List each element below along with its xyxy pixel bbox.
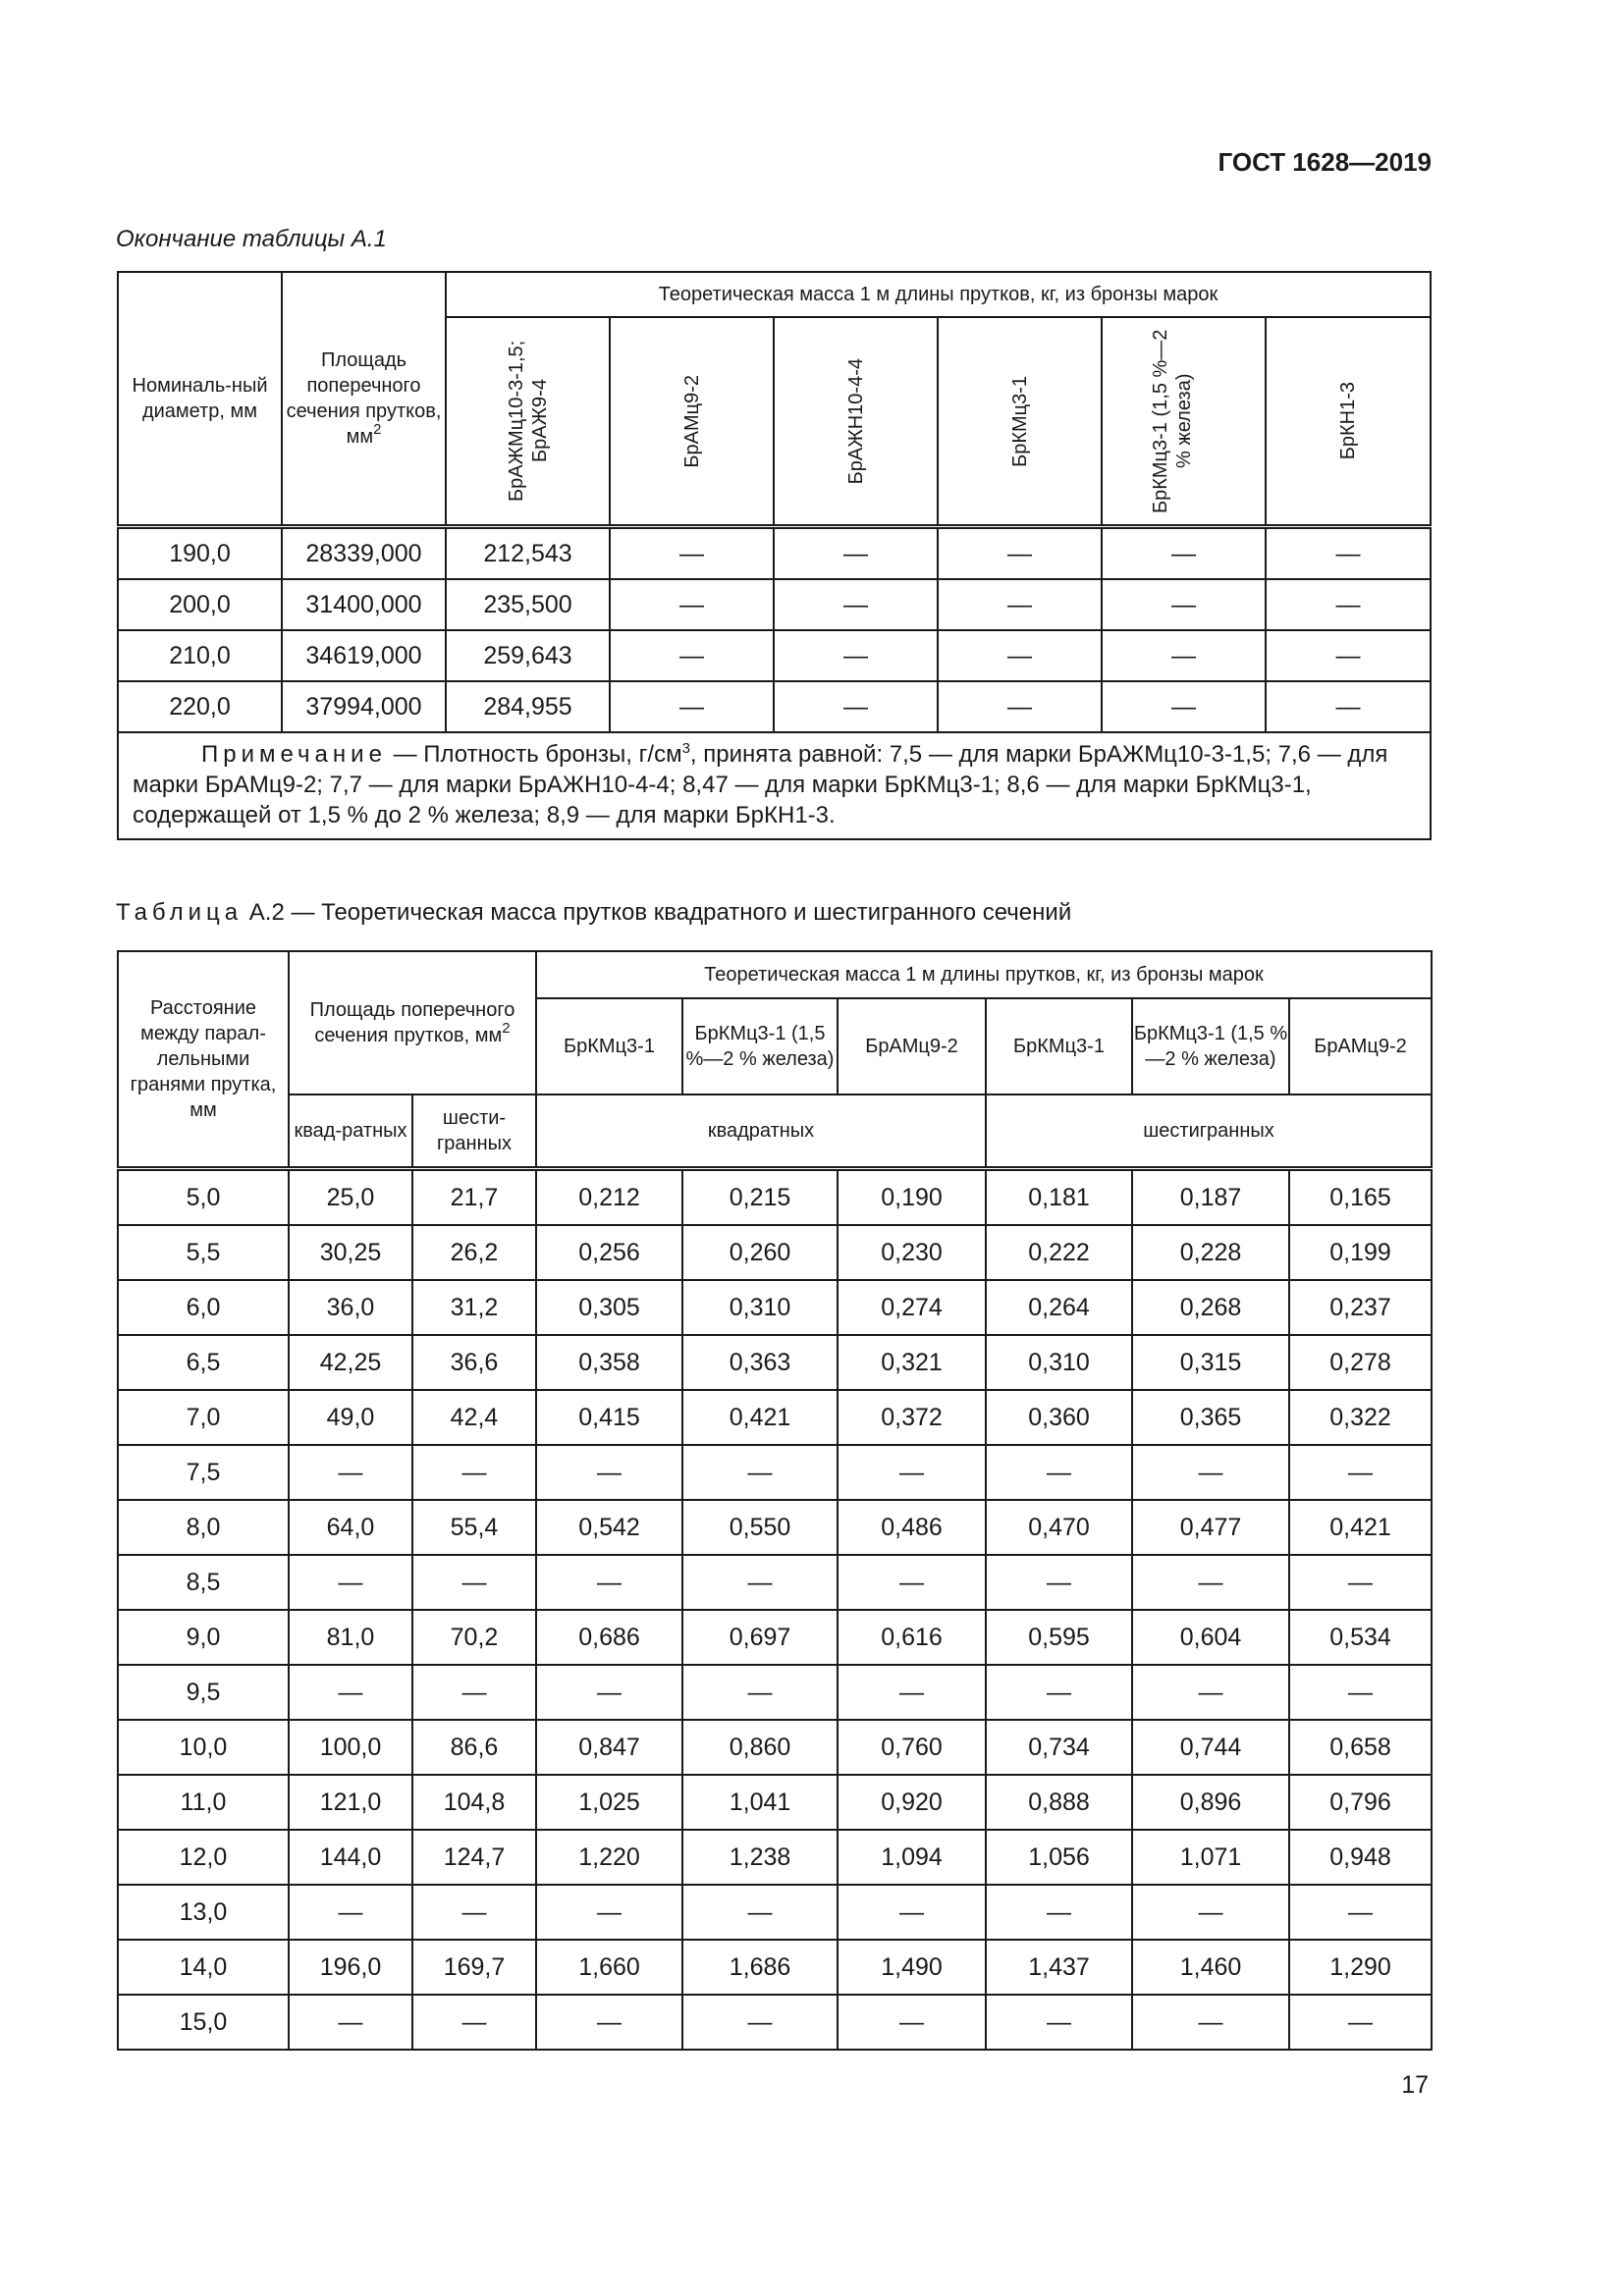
- cell: —: [1266, 681, 1431, 732]
- cell: —: [412, 1445, 536, 1500]
- cell: 0,264: [986, 1280, 1132, 1335]
- cell: —: [682, 1995, 838, 2050]
- cell: 31,2: [412, 1280, 536, 1335]
- cell: 0,278: [1289, 1335, 1432, 1390]
- cell: 0,744: [1132, 1720, 1289, 1775]
- cell: 0,165: [1289, 1169, 1432, 1226]
- table-a2: [117, 950, 1433, 2051]
- cell: —: [1289, 1995, 1432, 2050]
- grade-header: БрАМц9-2: [1289, 998, 1432, 1095]
- cell: —: [774, 527, 938, 580]
- cell: 0,421: [1289, 1500, 1432, 1555]
- cell: —: [1132, 1665, 1289, 1720]
- cell: —: [682, 1555, 838, 1610]
- cell: —: [289, 1665, 412, 1720]
- cell: 1,056: [986, 1830, 1132, 1885]
- cell: 0,550: [682, 1500, 838, 1555]
- cell: —: [412, 1995, 536, 2050]
- cell: 0,305: [536, 1280, 682, 1335]
- cell: 49,0: [289, 1390, 412, 1445]
- cell: 1,437: [986, 1940, 1132, 1995]
- cell: —: [1132, 1995, 1289, 2050]
- cell: —: [838, 1885, 986, 1940]
- table-row: [118, 1500, 1432, 1555]
- table-row: [118, 1445, 1432, 1500]
- cell: 0,734: [986, 1720, 1132, 1775]
- table-row: [118, 1335, 1432, 1390]
- cell: —: [682, 1445, 838, 1500]
- cell: 0,948: [1289, 1830, 1432, 1885]
- cell: 0,477: [1132, 1500, 1289, 1555]
- cell: 1,220: [536, 1830, 682, 1885]
- cell: —: [774, 579, 938, 630]
- cell: 235,500: [446, 579, 610, 630]
- cell: 11,0: [118, 1775, 289, 1830]
- cell: —: [1102, 681, 1266, 732]
- cell: —: [536, 1885, 682, 1940]
- cell: 70,2: [412, 1610, 536, 1665]
- cell: 200,0: [118, 579, 282, 630]
- table-row: [118, 1940, 1432, 1995]
- cell: —: [986, 1995, 1132, 2050]
- cell: 284,955: [446, 681, 610, 732]
- page-number: 17: [1401, 2071, 1429, 2099]
- cell: 12,0: [118, 1830, 289, 1885]
- cell: 220,0: [118, 681, 282, 732]
- cell: —: [1289, 1445, 1432, 1500]
- cell: 124,7: [412, 1830, 536, 1885]
- cell: 169,7: [412, 1940, 536, 1995]
- cell: 0,187: [1132, 1169, 1289, 1226]
- cell: 0,421: [682, 1390, 838, 1445]
- table-row: [118, 1665, 1432, 1720]
- cell: —: [536, 1665, 682, 1720]
- cell: 0,321: [838, 1335, 986, 1390]
- cell: 14,0: [118, 1940, 289, 1995]
- table-a1-end: [117, 271, 1432, 840]
- table-row: [118, 1555, 1432, 1610]
- cell: 1,238: [682, 1830, 838, 1885]
- cell: 9,5: [118, 1665, 289, 1720]
- document-code: ГОСТ 1628—2019: [1218, 147, 1432, 177]
- cell: 1,290: [1289, 1940, 1432, 1995]
- cell: 0,534: [1289, 1610, 1432, 1665]
- cell: 0,363: [682, 1335, 838, 1390]
- cell: 1,660: [536, 1940, 682, 1995]
- cell: —: [1266, 579, 1431, 630]
- cell: 0,760: [838, 1720, 986, 1775]
- cell: 36,0: [289, 1280, 412, 1335]
- cell: 0,181: [986, 1169, 1132, 1226]
- cell: 1,490: [838, 1940, 986, 1995]
- cell: 64,0: [289, 1500, 412, 1555]
- col-cross-section-area: Площадь поперечного сечения прутков, $мм^2$: [289, 951, 536, 1095]
- cell: 5,0: [118, 1169, 289, 1226]
- table-row: [118, 1885, 1432, 1940]
- cell: 1,025: [536, 1775, 682, 1830]
- cell: 10,0: [118, 1720, 289, 1775]
- cell: 0,372: [838, 1390, 986, 1445]
- cell: 0,920: [838, 1775, 986, 1830]
- cell: 0,358: [536, 1335, 682, 1390]
- cell: —: [1289, 1665, 1432, 1720]
- table-row: [118, 1390, 1432, 1445]
- table-row: [118, 630, 1431, 681]
- cell: 0,215: [682, 1169, 838, 1226]
- cell: —: [938, 630, 1102, 681]
- cell: —: [838, 1995, 986, 2050]
- cell: —: [289, 1445, 412, 1500]
- cell: —: [610, 527, 774, 580]
- cell: 0,256: [536, 1225, 682, 1280]
- cell: 0,360: [986, 1390, 1132, 1445]
- cell: —: [536, 1555, 682, 1610]
- table-note: Примечание — Плотность бронзы, $г/см^3$, принята равной: 7,5 — для марки БрАЖМц10-3-1,5; 7,6 — для марки БрАМц9-2; 7,7 — для марки БрАЖН10-4-4; 8,47 — для марки БрКМц3-1; 8,6 — для марки БрКМц3-1, содержащей от 1,5 % до 2 % железа; 8,9 — для марки БрКН1-3.: [118, 732, 1431, 839]
- cell: 8,0: [118, 1500, 289, 1555]
- cell: 1,094: [838, 1830, 986, 1885]
- cell: —: [289, 1995, 412, 2050]
- cell: 31400,000: [282, 579, 446, 630]
- cell: 0,470: [986, 1500, 1132, 1555]
- cell: 0,260: [682, 1225, 838, 1280]
- cell: —: [986, 1665, 1132, 1720]
- cell: 0,310: [682, 1280, 838, 1335]
- table-row: [118, 1280, 1432, 1335]
- note-label: Примечание: [201, 741, 387, 768]
- cell: 25,0: [289, 1169, 412, 1226]
- cell: 8,5: [118, 1555, 289, 1610]
- cell: 0,230: [838, 1225, 986, 1280]
- col-distance: Расстояние между парал-лельными гранями прутка, мм: [118, 951, 289, 1169]
- table1-caption: Окончание таблицы А.1: [116, 226, 387, 252]
- cell: 196,0: [289, 1940, 412, 1995]
- cell: 0,365: [1132, 1390, 1289, 1445]
- table-row: [118, 1610, 1432, 1665]
- table-row: [118, 1720, 1432, 1775]
- cell: —: [986, 1555, 1132, 1610]
- cell: —: [412, 1885, 536, 1940]
- cell: 26,2: [412, 1225, 536, 1280]
- table-row: [118, 681, 1431, 732]
- cell: —: [1266, 527, 1431, 580]
- grade-header: БрКН1-3: [1266, 317, 1431, 527]
- cell: —: [938, 579, 1102, 630]
- group-square: квадратных: [536, 1095, 986, 1169]
- cell: 0,616: [838, 1610, 986, 1665]
- cell: —: [610, 579, 774, 630]
- cell: 81,0: [289, 1610, 412, 1665]
- cell: 1,071: [1132, 1830, 1289, 1885]
- col-cross-section-area: Площадь поперечного сечения прутков, $мм^2$: [282, 272, 446, 527]
- table-body: [118, 1169, 1432, 2051]
- cell: 0,222: [986, 1225, 1132, 1280]
- cell: 86,6: [412, 1720, 536, 1775]
- cell: 55,4: [412, 1500, 536, 1555]
- cell: 0,190: [838, 1169, 986, 1226]
- cell: 0,228: [1132, 1225, 1289, 1280]
- table-row: [118, 1830, 1432, 1885]
- cell: —: [1132, 1445, 1289, 1500]
- cell: 0,415: [536, 1390, 682, 1445]
- cell: 7,5: [118, 1445, 289, 1500]
- cell: —: [1102, 630, 1266, 681]
- cell: —: [1102, 579, 1266, 630]
- cell: —: [938, 527, 1102, 580]
- cell: 0,847: [536, 1720, 682, 1775]
- cell: 0,310: [986, 1335, 1132, 1390]
- cell: 0,274: [838, 1280, 986, 1335]
- cell: 30,25: [289, 1225, 412, 1280]
- cell: —: [838, 1665, 986, 1720]
- grade-header: БрКМц3-1: [536, 998, 682, 1095]
- cell: 7,0: [118, 1390, 289, 1445]
- cell: 0,268: [1132, 1280, 1289, 1335]
- cell: —: [986, 1885, 1132, 1940]
- cell: —: [774, 630, 938, 681]
- cell: 0,888: [986, 1775, 1132, 1830]
- cell: —: [610, 630, 774, 681]
- group-hex: шестигранных: [986, 1095, 1432, 1169]
- group-header-mass: Теоретическая масса 1 м длины прутков, кг, из бронзы марок: [536, 951, 1432, 998]
- cell: 1,460: [1132, 1940, 1289, 1995]
- cell: —: [1132, 1555, 1289, 1610]
- cell: —: [536, 1995, 682, 2050]
- grade-header: БрАЖМц10-3-1,5; БрАЖ9-4: [446, 317, 610, 527]
- grade-header: БрКМц3-1: [938, 317, 1102, 527]
- cell: —: [838, 1555, 986, 1610]
- table-row: [118, 527, 1431, 580]
- cell: 0,796: [1289, 1775, 1432, 1830]
- cell: —: [412, 1555, 536, 1610]
- grade-header: БрКМц3-1 (1,5 %—2 % железа): [1132, 998, 1289, 1095]
- grade-header: БрАМц9-2: [838, 998, 986, 1095]
- cell: 104,8: [412, 1775, 536, 1830]
- cell: 212,543: [446, 527, 610, 580]
- grade-header: БрКМц3-1 (1,5 %—2 % железа): [682, 998, 838, 1095]
- table2-caption: Таблица А.2 — Теоретическая масса прутков квадратного и шестигранного сечений: [116, 899, 1072, 926]
- subheader-hex: шести-гранных: [412, 1095, 536, 1169]
- group-header-mass: Теоретическая масса 1 м длины прутков, кг, из бронзы марок: [446, 272, 1431, 317]
- cell: —: [1132, 1885, 1289, 1940]
- cell: 36,6: [412, 1335, 536, 1390]
- table-row: [118, 1225, 1432, 1280]
- cell: —: [938, 681, 1102, 732]
- cell: 0,686: [536, 1610, 682, 1665]
- cell: 259,643: [446, 630, 610, 681]
- table-row: [118, 579, 1431, 630]
- cell: 0,486: [838, 1500, 986, 1555]
- cell: —: [1102, 527, 1266, 580]
- cell: 6,0: [118, 1280, 289, 1335]
- cell: 144,0: [289, 1830, 412, 1885]
- grade-header: БрАМц9-2: [610, 317, 774, 527]
- cell: 5,5: [118, 1225, 289, 1280]
- subheader-square: квад-ратных: [289, 1095, 412, 1169]
- cell: 42,25: [289, 1335, 412, 1390]
- cell: 6,5: [118, 1335, 289, 1390]
- cell: —: [536, 1445, 682, 1500]
- cell: —: [289, 1555, 412, 1610]
- cell: 0,604: [1132, 1610, 1289, 1665]
- cell: 9,0: [118, 1610, 289, 1665]
- cell: —: [986, 1445, 1132, 1500]
- cell: —: [289, 1885, 412, 1940]
- grade-header: БрКМц3-1 (1,5 %—2 % железа): [1102, 317, 1266, 527]
- cell: —: [682, 1885, 838, 1940]
- cell: 0,315: [1132, 1335, 1289, 1390]
- cell: —: [682, 1665, 838, 1720]
- cell: 100,0: [289, 1720, 412, 1775]
- cell: 42,4: [412, 1390, 536, 1445]
- cell: 0,212: [536, 1169, 682, 1226]
- cell: —: [1289, 1555, 1432, 1610]
- col-nominal-diameter: Номиналь-ный диаметр, мм: [118, 272, 282, 527]
- cell: 0,896: [1132, 1775, 1289, 1830]
- cell: 210,0: [118, 630, 282, 681]
- cell: 28339,000: [282, 527, 446, 580]
- cell: —: [1289, 1885, 1432, 1940]
- cell: 13,0: [118, 1885, 289, 1940]
- cell: 0,199: [1289, 1225, 1432, 1280]
- cell: 34619,000: [282, 630, 446, 681]
- table-row: [118, 1169, 1432, 1226]
- cell: 121,0: [289, 1775, 412, 1830]
- cell: 0,595: [986, 1610, 1132, 1665]
- cell: 0,697: [682, 1610, 838, 1665]
- cell: 1,686: [682, 1940, 838, 1995]
- table-row: [118, 1995, 1432, 2050]
- cell: 0,658: [1289, 1720, 1432, 1775]
- grade-header: БрКМц3-1: [986, 998, 1132, 1095]
- cell: 21,7: [412, 1169, 536, 1226]
- cell: —: [774, 681, 938, 732]
- cell: 37994,000: [282, 681, 446, 732]
- cell: 0,860: [682, 1720, 838, 1775]
- cell: —: [838, 1445, 986, 1500]
- cell: —: [412, 1665, 536, 1720]
- cell: 0,542: [536, 1500, 682, 1555]
- cell: 0,322: [1289, 1390, 1432, 1445]
- cell: 190,0: [118, 527, 282, 580]
- cell: 1,041: [682, 1775, 838, 1830]
- cell: —: [610, 681, 774, 732]
- grade-header: БрАЖН10-4-4: [774, 317, 938, 527]
- cell: —: [1266, 630, 1431, 681]
- table-row: [118, 1775, 1432, 1830]
- cell: 15,0: [118, 1995, 289, 2050]
- cell: 0,237: [1289, 1280, 1432, 1335]
